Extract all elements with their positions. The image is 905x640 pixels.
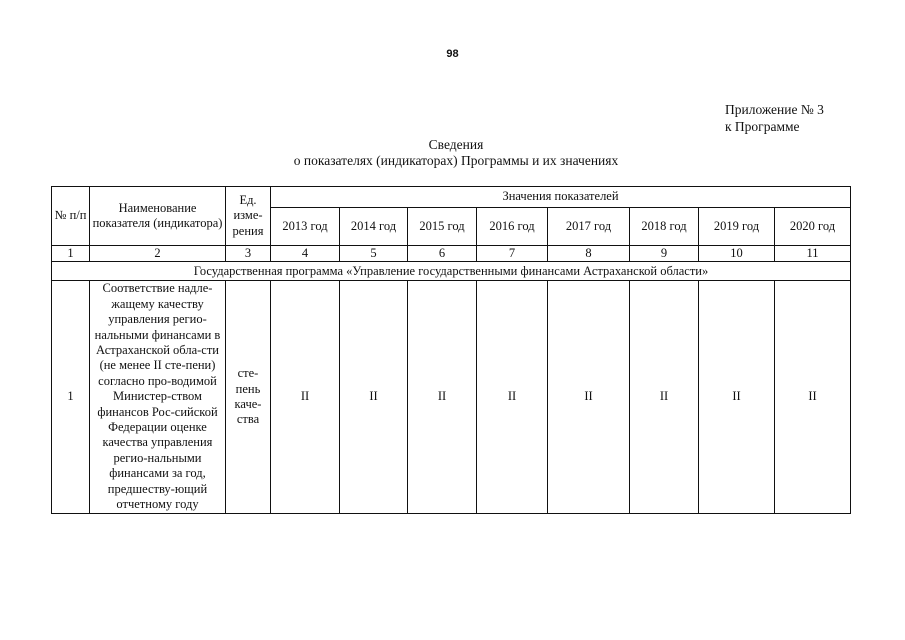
header-year: 2017 год [548, 208, 630, 246]
indicator-unit: сте-пень каче-ства [226, 281, 271, 513]
column-index: 3 [226, 246, 271, 262]
indicator-value: II [548, 281, 630, 513]
column-index: 5 [340, 246, 408, 262]
page-number: 98 [446, 48, 459, 60]
column-index: 6 [408, 246, 477, 262]
header-year: 2019 год [699, 208, 775, 246]
header-year: 2013 год [271, 208, 340, 246]
table-row [52, 281, 851, 513]
column-index: 8 [548, 246, 630, 262]
indicator-name: Соответствие надле-жащему качеству управления регио-нальными финансами в Астраханской обла-сти (не менее II сте-пени) согласно про-водимой Министер-ством финансов Рос-сийской Федерации оценке качества управления регио-нальными финансами за год, предшеству-ющий отчетному году [90, 281, 226, 513]
column-index-row [52, 246, 851, 262]
indicator-value: II [630, 281, 699, 513]
indicator-value: II [340, 281, 408, 513]
column-index: 9 [630, 246, 699, 262]
appendix-line-1: Приложение № 3 [725, 102, 824, 117]
title-line-2: о показателях (индикаторах) Программы и их значениях [293, 153, 619, 168]
column-index: 1 [52, 246, 90, 262]
indicator-value: II [699, 281, 775, 513]
appendix-note [725, 101, 824, 135]
indicator-value: II [775, 281, 851, 513]
row-num: 1 [52, 281, 90, 513]
document-title [0, 137, 905, 169]
header-year: 2015 год [408, 208, 477, 246]
header-year: 2018 год [630, 208, 699, 246]
column-index: 4 [271, 246, 340, 262]
column-index: 2 [90, 246, 226, 262]
program-title-cell: Государственная программа «Управление государственными финансами Астраханской области» [52, 262, 851, 281]
header-year: 2020 год [775, 208, 851, 246]
indicator-value: II [271, 281, 340, 513]
indicator-value: II [477, 281, 548, 513]
header-year: 2014 год [340, 208, 408, 246]
program-row [52, 262, 851, 281]
header-name: Наименование показателя (индикатора) [90, 187, 226, 246]
column-index: 10 [699, 246, 775, 262]
header-unit: Ед. изме-рения [226, 187, 271, 246]
indicator-value: II [408, 281, 477, 513]
header-values-group: Значения показателей [271, 187, 851, 208]
header-num: № п/п [52, 187, 90, 246]
header-year: 2016 год [477, 208, 548, 246]
title-line-1: Сведения [428, 137, 484, 152]
column-index: 11 [775, 246, 851, 262]
appendix-line-2: к Программе [725, 119, 800, 134]
indicators-table [51, 186, 851, 514]
column-index: 7 [477, 246, 548, 262]
